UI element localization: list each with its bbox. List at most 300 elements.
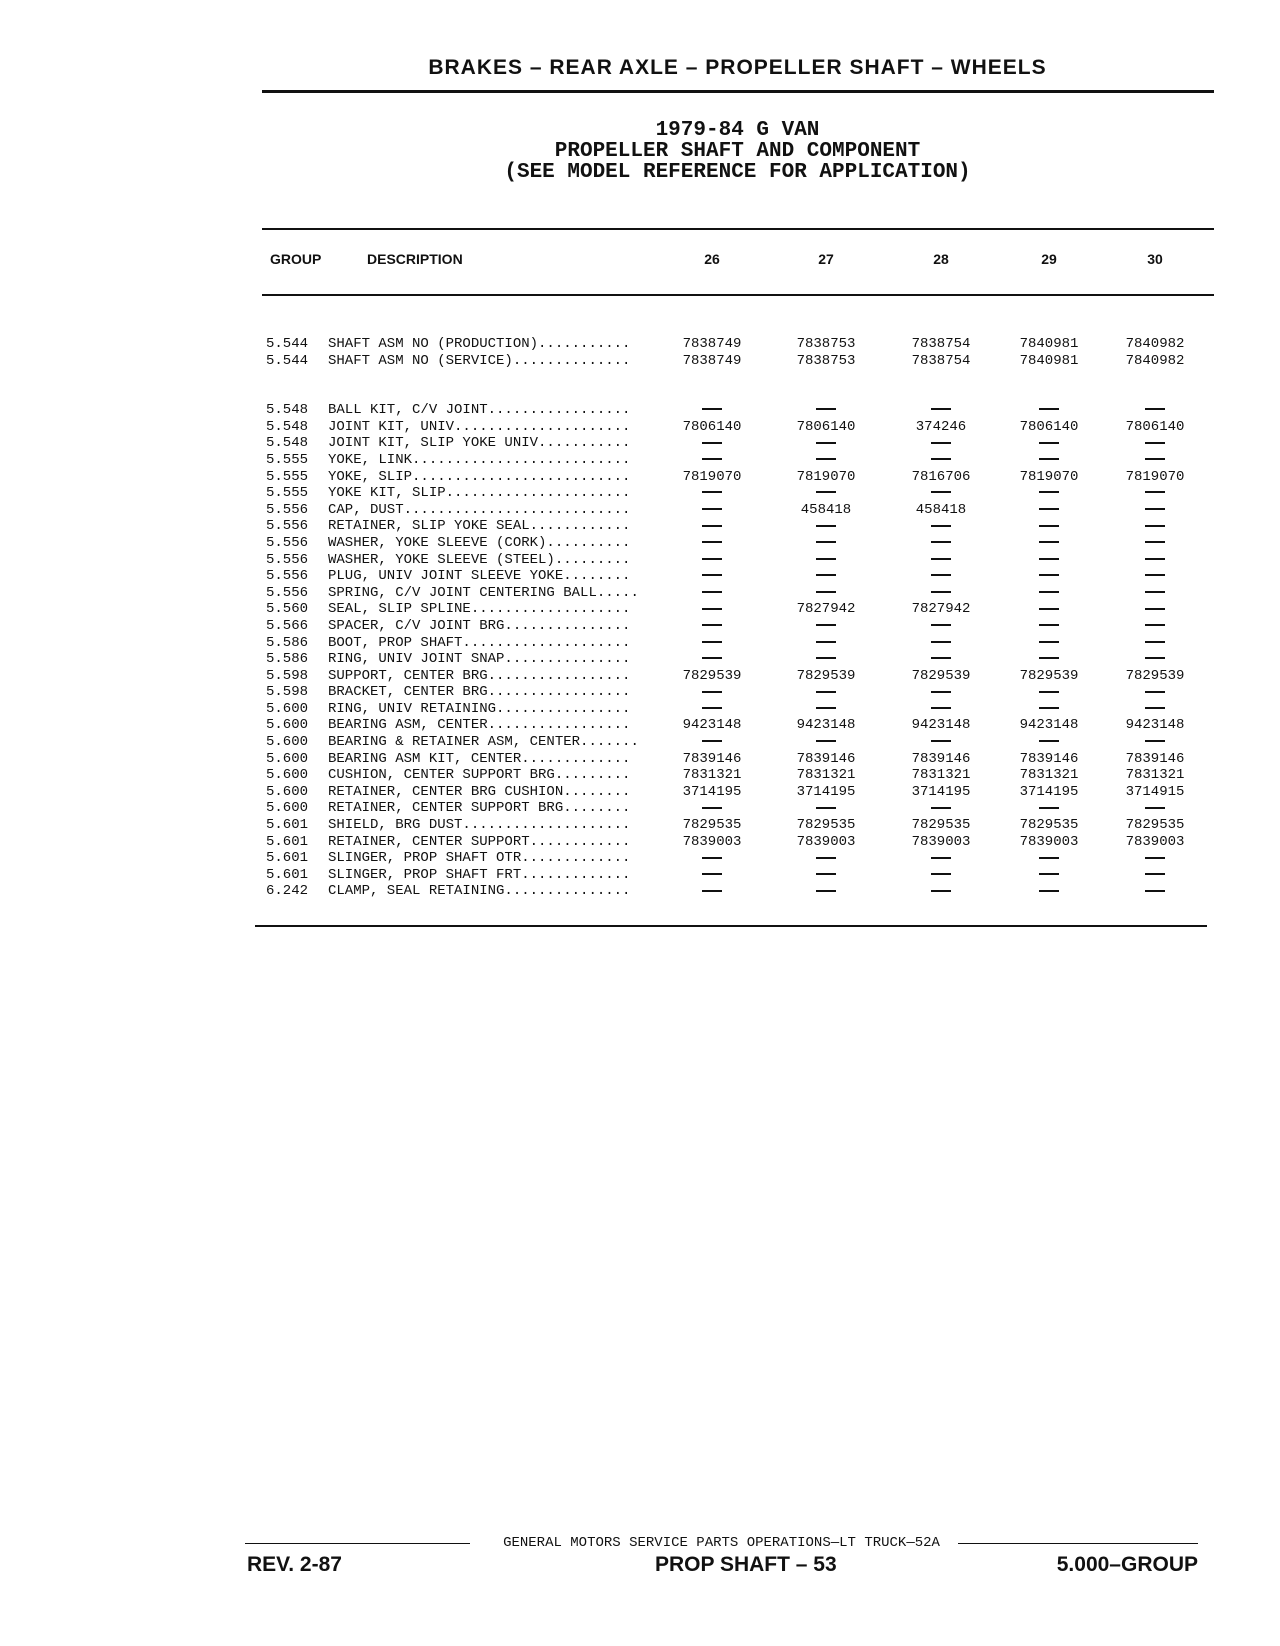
not-applicable-dash (1004, 585, 1094, 602)
part-description: SHAFT ASM NO (SERVICE).............. (328, 352, 631, 369)
not-applicable-dash (667, 867, 757, 884)
part-description: BEARING ASM, CENTER................. (328, 717, 631, 734)
dash-mark (702, 624, 722, 626)
not-applicable-dash (667, 568, 757, 585)
dash-mark (702, 508, 722, 510)
dash-mark (1039, 508, 1059, 510)
not-applicable-dash (1004, 850, 1094, 867)
dash-mark (931, 408, 951, 410)
not-applicable-dash (1110, 701, 1200, 718)
part-description: BEARING ASM KIT, CENTER............. (328, 750, 631, 767)
table-row (266, 402, 1196, 419)
not-applicable-dash (1004, 701, 1094, 718)
dash-mark (816, 624, 836, 626)
dash-mark (1039, 740, 1059, 742)
part-description: PLUG, UNIV JOINT SLEEVE YOKE........ (328, 568, 631, 585)
table-top-rule (262, 228, 1214, 230)
part-number: 7829539 (796, 667, 856, 684)
column-header-model-30: 30 (1147, 251, 1163, 267)
dash-mark (1039, 707, 1059, 709)
dash-mark (702, 408, 722, 410)
part-description: CUSHION, CENTER SUPPORT BRG......... (328, 767, 631, 784)
group-number: 5.566 (266, 617, 309, 634)
group-number: 5.600 (266, 750, 309, 767)
not-applicable-dash (896, 518, 986, 535)
parts-table-body (266, 336, 1196, 900)
part-number: 7838753 (796, 336, 856, 352)
not-applicable-dash (1004, 618, 1094, 635)
part-number: 7819070 (796, 468, 856, 485)
dash-mark (1039, 890, 1059, 892)
part-description: CLAMP, SEAL RETAINING............... (328, 883, 631, 900)
not-applicable-dash (781, 535, 871, 552)
not-applicable-dash (781, 568, 871, 585)
part-description: SPACER, C/V JOINT BRG............... (328, 617, 631, 634)
not-applicable-dash (896, 452, 986, 469)
not-applicable-dash (667, 618, 757, 635)
not-applicable-dash (896, 635, 986, 652)
table-row (266, 668, 1196, 685)
part-description: SHIELD, BRG DUST.................... (328, 817, 631, 834)
not-applicable-dash (1110, 535, 1200, 552)
part-number: 7839146 (1125, 750, 1185, 767)
part-number: 7827942 (796, 601, 856, 618)
not-applicable-dash (667, 635, 757, 652)
group-number: 5.600 (266, 767, 309, 784)
not-applicable-dash (1004, 435, 1094, 452)
part-number: 374246 (915, 418, 967, 435)
table-row (266, 734, 1196, 751)
part-number: 7806140 (1019, 418, 1079, 435)
part-number: 7829539 (682, 667, 742, 684)
dash-mark (931, 525, 951, 527)
part-description: JOINT KIT, SLIP YOKE UNIV........... (328, 435, 631, 452)
part-number: 458418 (800, 501, 852, 518)
not-applicable-dash (1110, 883, 1200, 900)
not-applicable-dash (896, 883, 986, 900)
part-number: 7839003 (796, 833, 856, 850)
group-number: 5.556 (266, 501, 309, 518)
dash-mark (816, 740, 836, 742)
dash-mark (816, 574, 836, 576)
dash-mark (931, 807, 951, 809)
table-spacer (266, 369, 1196, 402)
dash-mark (702, 657, 722, 659)
table-row (266, 751, 1196, 768)
table-row (266, 635, 1196, 652)
dash-mark (702, 873, 722, 875)
footer-source: GENERAL MOTORS SERVICE PARTS OPERATIONS—LT TRUCK—52A (503, 1535, 940, 1551)
part-description: RETAINER, CENTER SUPPORT............ (328, 833, 631, 850)
part-description: RETAINER, SLIP YOKE SEAL............ (328, 518, 631, 535)
dash-mark (816, 458, 836, 460)
group-number: 5.598 (266, 684, 309, 701)
table-row (266, 800, 1196, 817)
part-number: 7831321 (1125, 767, 1185, 784)
part-number: 3714195 (682, 783, 742, 800)
dash-mark (1145, 807, 1165, 809)
part-description: CAP, DUST........................... (328, 501, 631, 518)
part-number: 7838749 (682, 352, 742, 369)
part-number: 7839003 (682, 833, 742, 850)
part-number: 7831321 (911, 767, 971, 784)
not-applicable-dash (896, 552, 986, 569)
not-applicable-dash (781, 850, 871, 867)
dash-mark (931, 890, 951, 892)
column-header-group: GROUP (270, 251, 322, 267)
dash-mark (1039, 408, 1059, 410)
table-row (266, 850, 1196, 867)
dash-mark (931, 641, 951, 643)
dash-mark (1039, 558, 1059, 560)
part-description: RETAINER, CENTER SUPPORT BRG........ (328, 800, 631, 817)
not-applicable-dash (896, 800, 986, 817)
part-number: 7838754 (911, 336, 971, 352)
dash-mark (816, 591, 836, 593)
part-description: SUPPORT, CENTER BRG................. (328, 667, 631, 684)
not-applicable-dash (1110, 502, 1200, 519)
part-number: 9423148 (1125, 717, 1185, 734)
not-applicable-dash (1004, 535, 1094, 552)
not-applicable-dash (1110, 800, 1200, 817)
part-number: 7827942 (911, 601, 971, 618)
part-description: YOKE KIT, SLIP...................... (328, 485, 631, 502)
dash-mark (702, 641, 722, 643)
group-number: 6.242 (266, 883, 309, 900)
revision-label: REV. 2-87 (247, 1553, 342, 1576)
not-applicable-dash (896, 485, 986, 502)
not-applicable-dash (667, 485, 757, 502)
group-number: 5.555 (266, 451, 309, 468)
not-applicable-dash (781, 435, 871, 452)
table-row (266, 618, 1196, 635)
part-number: 7819070 (682, 468, 742, 485)
column-header-model-27: 27 (818, 251, 834, 267)
not-applicable-dash (1110, 850, 1200, 867)
not-applicable-dash (667, 518, 757, 535)
not-applicable-dash (781, 485, 871, 502)
group-number: 5.601 (266, 866, 309, 883)
not-applicable-dash (667, 601, 757, 618)
table-row (266, 817, 1196, 834)
not-applicable-dash (1110, 734, 1200, 751)
dash-mark (1145, 574, 1165, 576)
not-applicable-dash (1110, 601, 1200, 618)
not-applicable-dash (896, 850, 986, 867)
part-number: 7806140 (682, 418, 742, 435)
part-description: RETAINER, CENTER BRG CUSHION........ (328, 783, 631, 800)
part-description: BRACKET, CENTER BRG................. (328, 684, 631, 701)
not-applicable-dash (1004, 734, 1094, 751)
dash-mark (816, 641, 836, 643)
dash-mark (931, 857, 951, 859)
group-number: 5.556 (266, 534, 309, 551)
group-number: 5.548 (266, 402, 309, 419)
dash-mark (816, 890, 836, 892)
not-applicable-dash (667, 850, 757, 867)
not-applicable-dash (1004, 452, 1094, 469)
group-number: 5.556 (266, 568, 309, 585)
not-applicable-dash (1004, 552, 1094, 569)
dash-mark (931, 873, 951, 875)
not-applicable-dash (1004, 502, 1094, 519)
dash-mark (931, 657, 951, 659)
dash-mark (931, 558, 951, 560)
part-number: 7839146 (796, 750, 856, 767)
not-applicable-dash (1110, 485, 1200, 502)
page-number: PROP SHAFT – 53 (655, 1553, 837, 1576)
dash-mark (1039, 525, 1059, 527)
table-row (266, 651, 1196, 668)
not-applicable-dash (667, 452, 757, 469)
dash-mark (702, 574, 722, 576)
part-description: SEAL, SLIP SPLINE................... (328, 601, 631, 618)
part-number: 7819070 (1125, 468, 1185, 485)
dash-mark (816, 873, 836, 875)
dash-mark (1039, 442, 1059, 444)
part-number: 3714195 (796, 783, 856, 800)
dash-mark (702, 442, 722, 444)
part-number: 9423148 (1019, 717, 1079, 734)
dash-mark (1039, 608, 1059, 610)
not-applicable-dash (1110, 402, 1200, 419)
part-description: SLINGER, PROP SHAFT OTR............. (328, 850, 631, 867)
not-applicable-dash (667, 502, 757, 519)
title-line-2: PROPELLER SHAFT AND COMPONENT (554, 140, 921, 163)
dash-mark (1145, 857, 1165, 859)
not-applicable-dash (1110, 635, 1200, 652)
part-number: 9423148 (796, 717, 856, 734)
not-applicable-dash (781, 402, 871, 419)
part-description: WASHER, YOKE SLEEVE (STEEL)......... (328, 551, 631, 568)
table-row (266, 502, 1196, 519)
not-applicable-dash (1110, 435, 1200, 452)
dash-mark (816, 691, 836, 693)
not-applicable-dash (896, 701, 986, 718)
part-number: 3714915 (1125, 783, 1185, 800)
dash-mark (1145, 458, 1165, 460)
not-applicable-dash (1004, 402, 1094, 419)
part-number: 7831321 (1019, 767, 1079, 784)
part-number: 7839003 (1125, 833, 1185, 850)
not-applicable-dash (896, 684, 986, 701)
dash-mark (931, 707, 951, 709)
not-applicable-dash (667, 435, 757, 452)
dash-mark (702, 807, 722, 809)
not-applicable-dash (1110, 518, 1200, 535)
dash-mark (1039, 591, 1059, 593)
not-applicable-dash (896, 585, 986, 602)
part-number: 7831321 (796, 767, 856, 784)
table-row (266, 717, 1196, 734)
not-applicable-dash (1110, 618, 1200, 635)
not-applicable-dash (896, 568, 986, 585)
not-applicable-dash (896, 435, 986, 452)
group-number: 5.556 (266, 584, 309, 601)
dash-mark (1039, 458, 1059, 460)
part-number: 3714195 (1019, 783, 1079, 800)
group-number: 5.548 (266, 435, 309, 452)
part-number: 3714195 (911, 783, 971, 800)
dash-mark (1039, 624, 1059, 626)
table-row (266, 568, 1196, 585)
not-applicable-dash (1110, 684, 1200, 701)
table-row (266, 353, 1196, 370)
not-applicable-dash (896, 867, 986, 884)
part-description: WASHER, YOKE SLEEVE (CORK).......... (328, 534, 631, 551)
table-row (266, 684, 1196, 701)
table-row (266, 469, 1196, 486)
table-row (266, 452, 1196, 469)
dash-mark (1145, 591, 1165, 593)
dash-mark (931, 458, 951, 460)
dash-mark (931, 541, 951, 543)
dash-mark (816, 442, 836, 444)
dash-mark (931, 491, 951, 493)
not-applicable-dash (781, 552, 871, 569)
group-number: 5.600 (266, 734, 309, 751)
dash-mark (1039, 807, 1059, 809)
part-description: SPRING, C/V JOINT CENTERING BALL..... (328, 584, 639, 601)
dash-mark (816, 541, 836, 543)
not-applicable-dash (1004, 800, 1094, 817)
part-number: 7806140 (1125, 418, 1185, 435)
dash-mark (1145, 890, 1165, 892)
dash-mark (1039, 691, 1059, 693)
part-number: 7816706 (911, 468, 971, 485)
not-applicable-dash (1004, 867, 1094, 884)
dash-mark (1145, 508, 1165, 510)
part-number: 7840981 (1019, 336, 1079, 352)
part-number: 7838754 (911, 352, 971, 369)
table-row (266, 552, 1196, 569)
table-bottom-rule (255, 925, 1207, 927)
part-number: 7829535 (1019, 817, 1079, 834)
group-number: 5.560 (266, 601, 309, 618)
group-number: 5.601 (266, 850, 309, 867)
not-applicable-dash (667, 535, 757, 552)
group-label: 5.000–GROUP (1056, 1553, 1198, 1576)
dash-mark (702, 491, 722, 493)
dash-mark (816, 807, 836, 809)
not-applicable-dash (781, 635, 871, 652)
table-row (266, 784, 1196, 801)
part-number: 7838749 (682, 336, 742, 352)
part-description: SHAFT ASM NO (PRODUCTION)........... (328, 336, 631, 352)
part-number: 7831321 (682, 767, 742, 784)
column-header-model-26: 26 (704, 251, 720, 267)
dash-mark (702, 591, 722, 593)
not-applicable-dash (781, 618, 871, 635)
dash-mark (702, 541, 722, 543)
column-header-model-29: 29 (1041, 251, 1057, 267)
dash-mark (702, 740, 722, 742)
dash-mark (1039, 641, 1059, 643)
part-number: 7839146 (682, 750, 742, 767)
not-applicable-dash (667, 734, 757, 751)
dash-mark (931, 624, 951, 626)
not-applicable-dash (781, 452, 871, 469)
table-row (266, 585, 1196, 602)
group-number: 5.600 (266, 700, 309, 717)
dash-mark (1145, 707, 1165, 709)
dash-mark (1145, 740, 1165, 742)
part-description: YOKE, SLIP.......................... (328, 468, 631, 485)
not-applicable-dash (896, 651, 986, 668)
part-number: 7829539 (1019, 667, 1079, 684)
header-rule (262, 90, 1214, 93)
catalog-title (262, 120, 1213, 183)
dash-mark (1039, 857, 1059, 859)
not-applicable-dash (781, 651, 871, 668)
table-row (266, 601, 1196, 618)
part-description: RING, UNIV RETAINING................ (328, 700, 631, 717)
dash-mark (1039, 657, 1059, 659)
not-applicable-dash (667, 800, 757, 817)
dash-mark (931, 591, 951, 593)
dash-mark (702, 707, 722, 709)
not-applicable-dash (667, 883, 757, 900)
not-applicable-dash (781, 734, 871, 751)
dash-mark (1145, 525, 1165, 527)
table-row (266, 767, 1196, 784)
dash-mark (702, 558, 722, 560)
group-number: 5.598 (266, 667, 309, 684)
dash-mark (1145, 657, 1165, 659)
footer-rule-right (958, 1543, 1198, 1544)
not-applicable-dash (896, 402, 986, 419)
not-applicable-dash (1004, 635, 1094, 652)
not-applicable-dash (667, 402, 757, 419)
dash-mark (931, 691, 951, 693)
dash-mark (931, 740, 951, 742)
table-row (266, 485, 1196, 502)
not-applicable-dash (1110, 552, 1200, 569)
group-number: 5.600 (266, 783, 309, 800)
group-number: 5.586 (266, 634, 309, 651)
part-number: 7829535 (682, 817, 742, 834)
table-row (266, 867, 1196, 884)
not-applicable-dash (667, 651, 757, 668)
not-applicable-dash (667, 701, 757, 718)
part-number: 7829535 (796, 817, 856, 834)
group-number: 5.544 (266, 336, 309, 352)
not-applicable-dash (1004, 684, 1094, 701)
group-number: 5.548 (266, 418, 309, 435)
part-number: 7840981 (1019, 352, 1079, 369)
group-number: 5.555 (266, 485, 309, 502)
part-number: 9423148 (682, 717, 742, 734)
not-applicable-dash (781, 518, 871, 535)
part-description: RING, UNIV JOINT SNAP............... (328, 651, 631, 668)
dash-mark (1145, 624, 1165, 626)
not-applicable-dash (781, 701, 871, 718)
dash-mark (816, 558, 836, 560)
group-number: 5.600 (266, 800, 309, 817)
not-applicable-dash (667, 585, 757, 602)
part-number: 7838753 (796, 352, 856, 369)
part-number: 7839146 (911, 750, 971, 767)
group-number: 5.555 (266, 468, 309, 485)
dash-mark (931, 574, 951, 576)
not-applicable-dash (1004, 485, 1094, 502)
part-number: 7839003 (1019, 833, 1079, 850)
part-number: 7839146 (1019, 750, 1079, 767)
dash-mark (702, 525, 722, 527)
not-applicable-dash (1110, 867, 1200, 884)
dash-mark (1039, 491, 1059, 493)
dash-mark (1145, 641, 1165, 643)
